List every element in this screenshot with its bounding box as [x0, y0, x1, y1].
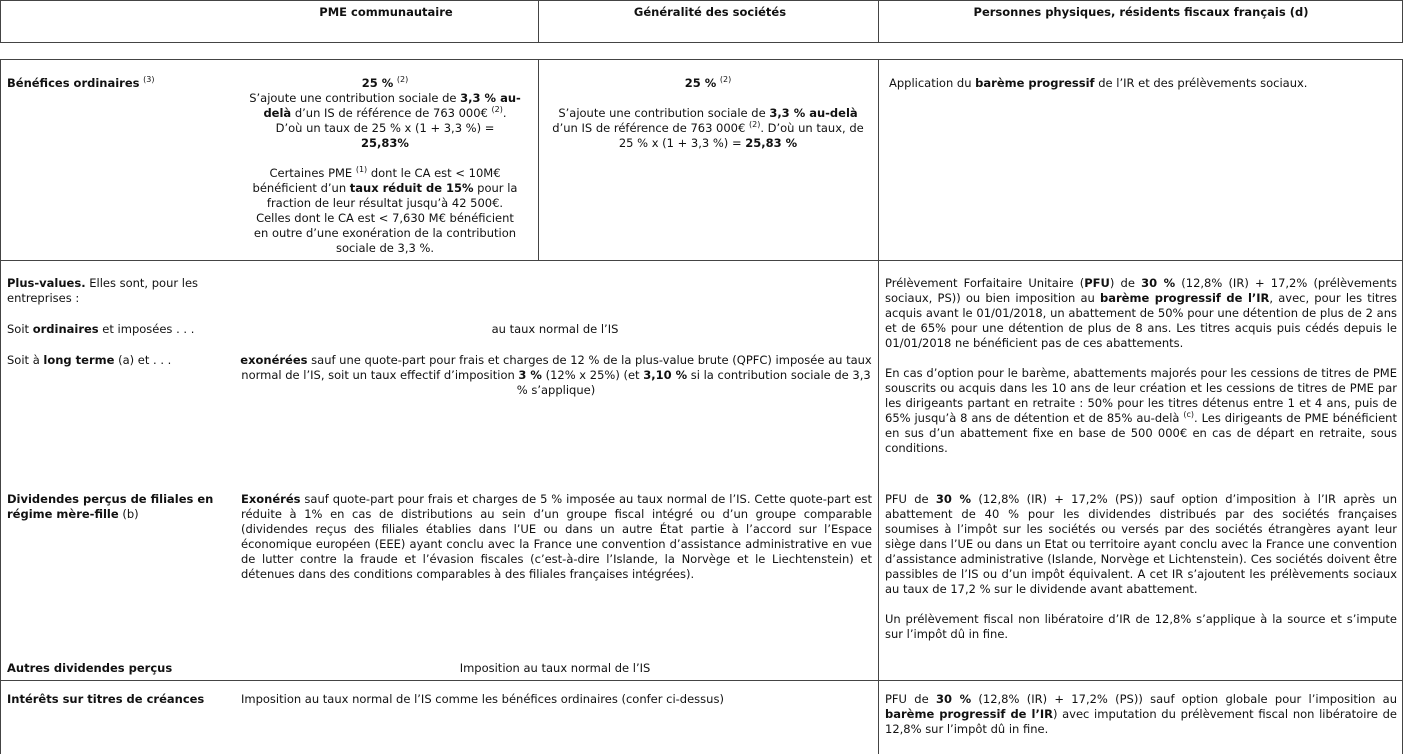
cell-interets-personnes: PFU de 30 % (12,8% (IR) + 17,2% (PS)) sauf option globale pour l’imposition au barème progressif de l’IR) avec imputation du prélèvement fiscal non libératoire de 12,8% sur l’impôt dû in fine. [885, 692, 1397, 736]
header-generalite: Généralité des sociétés [633, 5, 787, 19]
row-label-long-terme: Soit à long terme (a) et . . . [7, 353, 172, 367]
header-divider [538, 0, 539, 43]
cell-long-terme-value: exonérées sauf une quote-part pour frais et charges de 12 % de la plus-value brute (QPFC) imposée au taux normal de l’IS, soit un taux effectif d’imposition 3 % (12% x 25%) (et 3,10 % si la contribution sociale de 3,3 % s’applique) [240, 353, 872, 397]
column-divider [878, 59, 879, 754]
header-personnes-physiques: Personnes physiques, résidents fiscaux français (d) [973, 5, 1309, 19]
row-label-autres-dividendes: Autres dividendes perçus [7, 661, 173, 675]
row-label-ordinaires: Soit ordinaires et imposées . . . [7, 322, 195, 336]
cell-ordinaires-value: au taux normal de l’IS [491, 322, 619, 336]
row-label-dividendes-mere-fille: Dividendes perçus de filiales en régime mère-fille (b) [7, 492, 214, 521]
table-header [0, 0, 1403, 43]
row-divider [0, 680, 1403, 681]
header-divider [878, 0, 879, 43]
header-pme: PME communautaire [319, 5, 453, 19]
table-left-border [0, 59, 1, 754]
row-label-plus-values: Plus-values. Elles sont, pour les entreprises : [7, 276, 199, 305]
cell-plus-values-personnes: Prélèvement Forfaitaire Unitaire (PFU) de 30 % (12,8% (IR) + 17,2% (prélèvements sociaux, PS)) ou bien imposition au barème progressif de l’IR, avec, pour les titres acquis avant le 01/01/2018, un abattement de 50% pour une détention de plus de 2 ans et de 65% pour une détention de plus de 8 ans. Les titres acquis puis cédés depuis le 01/01/2018 ne bénéficient pas de ces abattements. En cas d’option pour le barème, abattements majorés pour les cessions de titres de PME souscrits ou acquis dans les 10 ans de leur création et les cessions de titres de PME par les dirigeants partant en retraite : 50% pour les titres détenus entre 1 et 4 ans, puis de 65% jusqu’à 8 ans de détention et de 85% au-delà $^{(c)}$. Les dirigeants de PME bénéficient en sus d’un abattement fixe en base de 500 000€ en cas de départ en retraite, sous conditions. [885, 276, 1398, 455]
cell-autres-dividendes-value: Imposition au taux normal de l’IS [459, 661, 651, 675]
cell-benefices-generalite: 25 % $^{(2)}$ S’ajoute une contribution sociale de 3,3 % au-delà d’un IS de référence de 763 000€ $^{(2)}$. D’où un taux, de 25 % x (1 + 3,3 %) = 25,83 % [552, 75, 864, 150]
cell-benefices-pme: 25 % $^{(2)}$ S’ajoute une contribution sociale de 3,3 % au-delà d’un IS de référence de 763 000€ $^{(2)}$. D’où un taux de 25 % x (1 + 3,3 %) = 25,83% Certaines PME $^{(1)}$ dont le CA est < 10M€ bénéficient d’un taux réduit de 15% pour la fraction de leur résultat jusqu’à 42 500€. Celles dont le CA est < 7,630 M€ bénéficient en outre d’une exonération de la contribution sociale de 3,3 %. [249, 75, 521, 255]
cell-dividendes-personnes: PFU de 30 % (12,8% (IR) + 17,2% (PS)) sauf option d’imposition à l’IR après un abattement de 40 % pour les dividendes distribués par des sociétés françaises soumises à l’impôt sur les sociétés ou versés par des sociétés étrangères ayant leur siège dans l’UE ou dans un Etat ou territoire ayant conclu avec la France une convention d’assistance administrative (Islande, Norvège et Lichtenstein). Ces sociétés doivent être passibles de l’IS ou d’un impôt équivalent. A cet IR s’ajoutent les prélèvements sociaux au taux de 17,2 % sur le dividende avant abattement. Un prélèvement fiscal non libératoire d’IR de 12,8% s’applique à la source et s’impute sur l’impôt dû in fine. [885, 492, 1398, 641]
cell-interets-value: Imposition au taux normal de l’IS comme les bénéfices ordinaires (confer ci-dessus) [241, 692, 724, 706]
row-label-interets: Intérêts sur titres de créances [7, 692, 205, 706]
row-divider [0, 59, 1403, 60]
row-label-benefices: Bénéfices ordinaires $^{(3)}$ [7, 75, 155, 90]
cell-benefices-personnes: Application du barème progressif de l’IR et des prélèvements sociaux. [889, 76, 1308, 90]
row-divider [0, 260, 1403, 261]
column-divider [538, 59, 539, 260]
cell-dividendes-mere-fille-value: Exonérés sauf quote-part pour frais et charges de 5 % imposée au taux normal de l’IS. Cette quote-part est réduite à 1% en cas de distributions au sein d’un groupe fiscal intégré ou d’un groupe comparable (dividendes reçus des filiales établies dans l’UE ou dans un autre État partie à l’accord sur l’Espace économique européen (EEE) ayant conclu avec la France une convention d’assistance administrative en vue de lutter contre la fraude et l’évasion fiscales (c’est-à-dire l’Islande, la Norvège et le Liechtenstein) et détenues dans des conditions comparables à des filiales françaises intégrées). [241, 492, 872, 581]
